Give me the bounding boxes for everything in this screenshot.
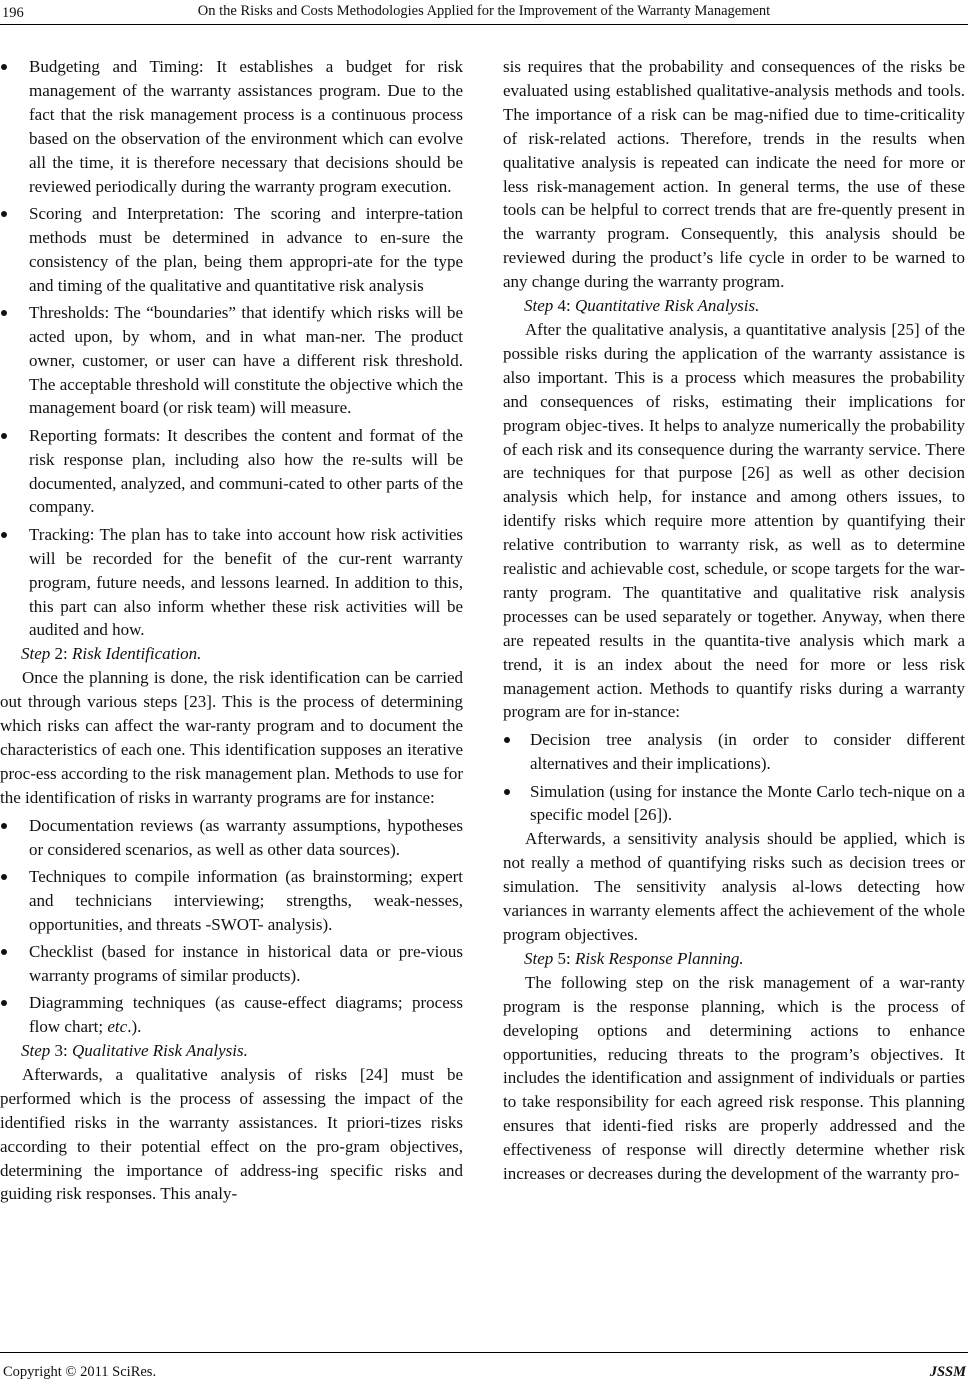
step-number: 5: xyxy=(553,948,576,968)
list-item xyxy=(0,940,463,988)
list-item xyxy=(0,301,463,421)
step-number: 2: xyxy=(50,644,73,664)
footer-rule xyxy=(0,1352,968,1353)
page-number: 196 xyxy=(2,5,24,21)
step-label: Step xyxy=(524,296,554,316)
step-title: Qualitative Risk Analysis. xyxy=(72,1040,248,1060)
list-item-text: Reporting formats: It describes the content and format of the risk response plan, including also how the re-sults will be documented, analyzed, and communi-cated to other parts of the company. xyxy=(29,425,463,517)
page-header xyxy=(0,0,968,26)
list-item xyxy=(0,523,463,643)
list-item-text-italic: etc xyxy=(107,1017,128,1037)
bullet-icon xyxy=(1,874,7,880)
step-title: Risk Response Planning. xyxy=(575,948,744,968)
bullet-icon xyxy=(1,211,7,217)
list-item xyxy=(0,202,463,298)
step-2-heading xyxy=(0,642,463,666)
bullet-icon xyxy=(1,433,7,439)
list-item-text-part: Diagramming techniques (as cause-effect diagrams; process flow chart; xyxy=(29,993,463,1037)
left-column xyxy=(0,55,463,1350)
bullet-icon xyxy=(1,532,7,538)
step-5-paragraph: The following step on the risk management of a war-ranty program is the response planning, which is the process of developing options and determining actions to enhance opportunities, reducing threats to the program’s objectives. It includes the identification and assignment of individuals or parties to take responsibility for each agreed risk response. This planning ensures that identi-fied risks are properly addressed and the effectiveness of response will directly determine whether risk increases or decreases during the development of the warranty pro- xyxy=(503,972,965,1184)
bullet-icon xyxy=(1,1000,7,1006)
list-item xyxy=(0,55,463,198)
list-item xyxy=(503,728,965,776)
bullet-icon xyxy=(1,64,7,70)
bullet-icon xyxy=(504,789,510,795)
step-title: Risk Identification. xyxy=(72,644,202,664)
step-2-paragraph: Once the planning is done, the risk identification can be carried out through various steps [23]. This is the process of determining which risks can affect the war-ranty program and to document the characteristics of each one. This identification supposes an iterative proc-ess according to the risk management plan. Methods to use for the identification of risks in warranty programs are for instance: xyxy=(0,668,463,807)
list-item-text: Tracking: The plan has to take into account how risk activities will be recorded for the benefit of the cur-rent warranty program, future needs, and lessons learned. In addition to this, this part can also inform whether these risk activities will be audited and how. xyxy=(29,524,463,640)
running-title: On the Risks and Costs Methodologies Applied for the Improvement of the Warranty Management xyxy=(197,3,771,19)
identification-methods-list xyxy=(0,814,463,1039)
list-item xyxy=(0,865,463,937)
list-item xyxy=(503,780,965,828)
bullet-icon xyxy=(1,310,7,316)
step-number: 3: xyxy=(50,1040,73,1060)
bullet-icon xyxy=(1,823,7,829)
list-item-text: Simulation (using for instance the Monte Carlo tech-nique on a specific model [26]). xyxy=(530,781,965,825)
step-4-paragraph: After the qualitative analysis, a quantitative analysis [25] of the possible risks during the application of the warranty assistance is also important. This is a process which measures the probability and consequences of risks, estimating their implications for program objec-tives. It helps to analyze numerically the probability of each risk and its consequence during the warranty service. There are techniques for that purpose [26] as well as other decision analysis which help, for instance and among others issues, to identify risks which require more attention by quantifying their relative contribution to warranty risk, as well as to determine realistic and achievable cost, schedule, or scope targets for the war-ranty program. The quantitative and qualitative risk analysis processes can be used separately or together. Anyway, when there are repeated results in the quantita-tive analysis which mark a trend, it is an index about the need for more or less risk management action. Methods to quantify risks during a warranty program are for in-stance: xyxy=(503,319,965,722)
continued-paragraph: sis requires that the probability and consequences of the risks be evaluated using established qualitative-analysis methods and tools. The importance of a risk can be mag-nified due to time-criticality of risk-related actions. Therefore, trends in the results when qualitative analysis is repeated can indicate the need for more or less risk-management action. In general terms, the use of these tools can be helpful to correct trends that are fre-quently present in the warranty program. Consequently, this analysis should be reviewed during the product’s life cycle in order to be warned to any change during the warranty program. xyxy=(503,57,965,292)
step-title: Quantitative Risk Analysis. xyxy=(575,296,760,316)
step-label: Step xyxy=(21,644,51,664)
list-item-text: Techniques to compile information (as brainstorming; expert and technicians interviewing; strengths, weak-nesses, opportunities, and threats -SWOT- analysis). xyxy=(29,866,463,934)
bullet-icon xyxy=(1,949,7,955)
step-number: 4: xyxy=(553,296,576,316)
copyright-text: Copyright © 2011 SciRes. xyxy=(3,1364,157,1380)
list-item xyxy=(0,424,463,520)
step-label: Step xyxy=(21,1040,51,1060)
header-rule xyxy=(0,24,968,25)
sensitivity-paragraph: Afterwards, a sensitivity analysis should be applied, which is not really a method of quantifying risks such as decision trees or simulation. The sensitivity analysis al-lows detecting how variances in warranty elements affect the achievement of the whole program objectives. xyxy=(503,829,965,945)
step-5-heading xyxy=(503,947,965,971)
list-item-text: Budgeting and Timing: It establishes a budget for risk management of the warranty assistances program. Due to the fact that the risk management process is a continuous process based on the observation of the environment which can evolve all the time, it is therefore necessary that decisions should be reviewed periodically during the warranty program execution. xyxy=(29,57,463,196)
quantification-methods-list xyxy=(503,728,965,827)
list-item-text: Checklist (based for instance in historical data or pre-vious warranty programs of similar products). xyxy=(29,941,463,985)
list-item-text: Decision tree analysis (in order to consider different alternatives and their implications). xyxy=(530,730,965,774)
step-label: Step xyxy=(524,948,554,968)
list-item-text: Thresholds: The “boundaries” that identify which risks will be acted upon, by whom, and in what man-ner. The product owner, customer, or user can have a different risk threshold. The acceptable threshold will constitute the objective which the management board (or risk team) will measure. xyxy=(29,302,463,418)
page-footer xyxy=(0,1352,968,1386)
list-item-text: Documentation reviews (as warranty assumptions, hypotheses or considered scenarios, as well as other data sources). xyxy=(29,815,463,859)
list-item xyxy=(0,814,463,862)
list-item-text-part: .). xyxy=(127,1017,142,1037)
bullet-icon xyxy=(504,737,510,743)
list-item-text xyxy=(29,993,463,1036)
planning-components-list xyxy=(0,55,463,642)
list-item-text: Scoring and Interpretation: The scoring and interpre-tation methods must be determined in advance to en-sure the consistency of the plan, being them appropri-ate for the type and timing of the qualitative and quantitative risk analysis xyxy=(29,203,463,295)
list-item xyxy=(0,991,463,1039)
step-3-heading xyxy=(0,1039,463,1063)
journal-name: JSSM xyxy=(929,1364,966,1380)
step-3-paragraph: Afterwards, a qualitative analysis of risks [24] must be performed which is the process of assessing the impact of the identified risks in the warranty assistances. It priori-tizes risks according to their potential effect on the pro-gram objectives, determining the importance of address-ing specific risks and guiding risk responses. This analy- xyxy=(0,1064,463,1204)
step-4-heading xyxy=(503,294,965,318)
right-column xyxy=(503,55,965,1350)
